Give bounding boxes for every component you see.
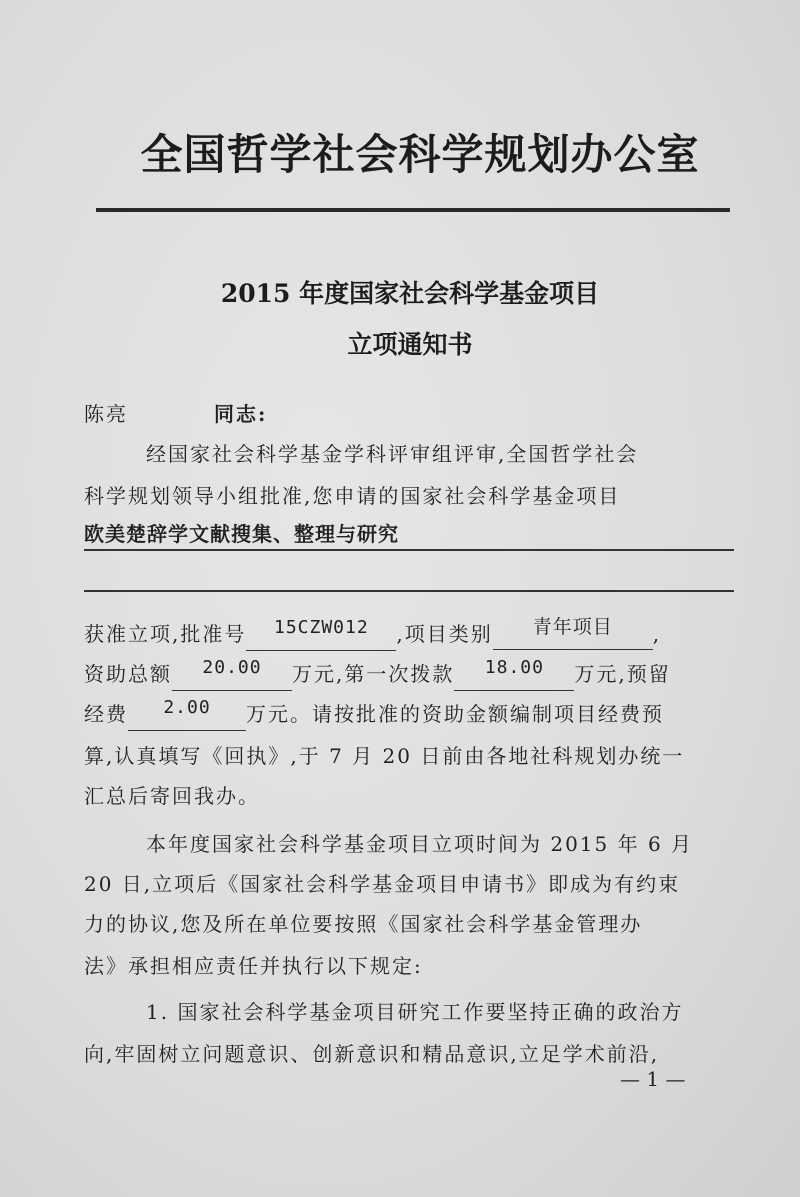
reserve-line <box>84 697 734 731</box>
total-amount-field <box>172 657 292 691</box>
category-field <box>493 616 653 650</box>
regulation-item: 1. 国家社会科学基金项目研究工作要坚持正确的政治方 <box>146 1000 684 1024</box>
greeting: 同志: <box>214 402 268 426</box>
reserve-text: 万元。请按批准的资助金额编制项目经费预 <box>246 702 664 726</box>
total-amount: 20.00 <box>202 657 262 678</box>
paragraph-line: 20 日,立项后《国家社会科学基金项目申请书》即成为有约束 <box>84 872 681 896</box>
approval-line <box>84 616 734 651</box>
first-unit: 万元,预留 <box>574 662 671 686</box>
approval-number-field <box>246 617 396 651</box>
paragraph-line: 科学规划领导小组批准,您申请的国家社会科学基金项目 <box>84 484 621 508</box>
category-label: ,项目类别 <box>396 622 493 646</box>
paragraph-line: 力的协议,您及所在单位要按照《国家社会科学基金管理办 <box>84 912 643 936</box>
reserve-amount-field <box>128 697 246 731</box>
total-unit: 万元,第一次拨款 <box>292 662 455 686</box>
project-title-underline <box>84 549 734 551</box>
project-title: 欧美楚辞学文献搜集、整理与研究 <box>84 522 399 546</box>
recipient-name: 陈亮 <box>84 402 128 426</box>
first-payment: 18.00 <box>484 657 544 678</box>
paragraph-line: 法》承担相应责任并执行以下规定: <box>84 954 423 978</box>
paragraph-line: 向,牢固树立问题意识、创新意识和精品意识,立足学术前沿, <box>84 1042 660 1066</box>
header-divider <box>96 208 730 212</box>
document-title: 2015 年度国家社会科学基金项目 <box>220 279 600 308</box>
approval-number: 15CZW012 <box>274 617 369 638</box>
paragraph-line: 算,认真填写《回执》,于 7 月 20 日前由各地社科规划办统一 <box>84 744 685 768</box>
category-value: 青年项目 <box>532 616 613 638</box>
first-payment-field <box>454 657 574 691</box>
approval-label: 获准立项,批准号 <box>84 622 247 646</box>
page-number: — 1 — <box>620 1067 686 1091</box>
paragraph-line: 本年度国家社会科学基金项目立项时间为 2015 年 6 月 <box>146 832 694 856</box>
reserve-amount: 2.00 <box>163 697 211 718</box>
blank-underline <box>84 590 734 592</box>
reserve-label: 经费 <box>84 702 128 726</box>
document-subtitle: 立项通知书 <box>347 330 473 359</box>
organization-header: 全国哲学社会科学规划办公室 <box>140 130 700 179</box>
punctuation: , <box>652 622 662 646</box>
funding-line <box>84 657 734 691</box>
paragraph-line: 汇总后寄回我办。 <box>84 784 260 808</box>
total-label: 资助总额 <box>84 662 172 686</box>
paragraph-line: 经国家社会科学基金学科评审组评审,全国哲学社会 <box>146 442 639 466</box>
